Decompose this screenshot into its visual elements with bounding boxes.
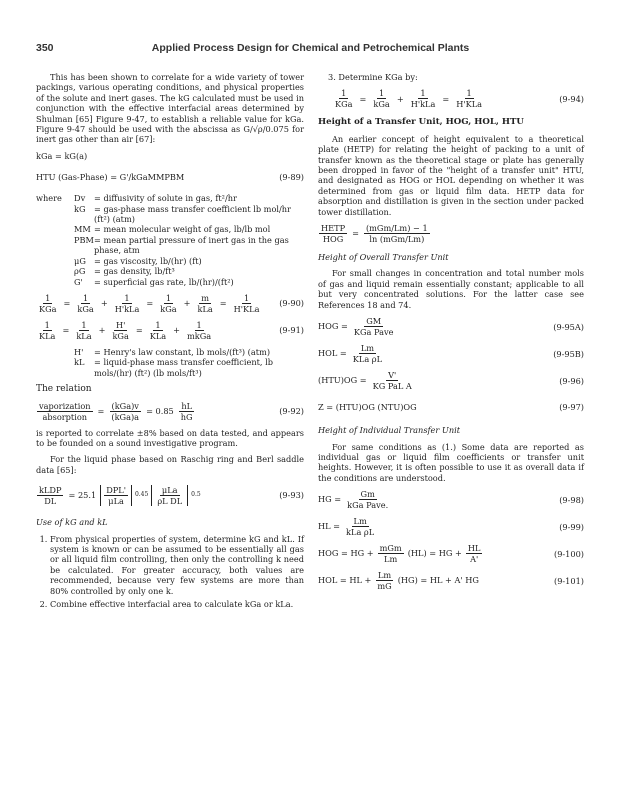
page-number: 350 [36,42,54,54]
eq89-number: (9-89) [279,172,304,183]
definition-row [36,256,304,266]
equation-9-93: $\frac{\text{kLDP}}{DL}$ = 25.1 $\frac{\text{DPL'}}{\text{μLa}}$ 0.45 $\frac{\text{μLa}}{\text{ρL DL}}$ 0.5 (9-93) [39,484,304,506]
definition-row: kL = liquid-phase mass transfer coefficient, lb mols/(hr) (ft²) (lb mols/ft³) [74,357,273,378]
equation-9-95b: HOL = $\frac{Lm}{\text{KLa ρL}}$ (9-95B) [318,343,584,365]
htu-paragraph: An earlier concept of height equivalent to a theoretical plate (HETP) for relating the height of packing to a unit of transfer known as the theoretical stage or plate has generally been dropped in favor of the "height of a transfer unit" HTU, and designated as HOG or HOL depending on whether it was determined from gas or liquid film data. HETP data for absorption and distillation is given in the section under packed tower distillation. [318,133,584,217]
eq96-number: (9-96) [559,375,584,386]
def-text: = mean partial pressure of inert gas in the gas phase, atm [94,234,289,256]
individual-paragraph: For same conditions as (1.) Some data are reported as individual gas or liquid film coefficients or transfer unit heights. However, it is often possible to use it as overall data if the conditions are understood. [318,441,584,483]
equation-9-95a: HOG = $\frac{GM}{\text{KGa Pave}}$ (9-95A) [318,316,584,338]
eq90-number: (9-90) [279,298,304,309]
definition-row [36,224,304,234]
equation-9-90: $\frac{1}{\text{KGa}}$ = $\frac{1}{\text{kGa}}$ + $\frac{1}{\text{H'kLa}}$ = $\frac{1}{\text{kGa}}$ + $\frac{m}{\text{kLa}}$ = $\frac{1}{\text{H'KLa}}$ (9-90) [39,292,304,314]
definition-row [36,235,304,256]
eq95a-number: (9-95A) [553,321,584,332]
equation-9-100: HOG = HG + $\frac{\text{mGm}}{Lm}$ (HL) = HG + $\frac{HL}{A'}$ (9-100) [318,543,584,565]
list-item: 1. From physical properties of system, determine kG and kL. If system is known or can be assumed to be essentially all gas or all liquid film controlling, then only the controlling k need be calculated. For greater accuracy, both values are recommended, because very few systems are more than 80% controlled by only one k. [50,534,304,596]
running-title: Applied Process Design for Chemical and Petrochemical Plants [151,42,470,54]
def-symbol: μG [74,255,86,266]
equation-9-98: HG = $\frac{Gm}{\text{kGa Pave.}}$ (9-98) [318,489,584,511]
def-symbol: PBM [74,234,94,245]
definition-row: H' = Henry's law constant, lb mols/(ft³) (atm) [74,346,271,357]
def-symbol: ρG [74,266,86,277]
def-symbol: kG [74,203,86,214]
left-column [36,72,304,613]
def-text: = diffusivity of solute in gas, ft²/hr [94,193,237,204]
equation-9-92: $\frac{\text{vaporization}}{\text{absorption}}$ = $\frac{\text{(kGa)v}}{\text{(kGa)a}}$ = 0.85 $\frac{hL}{hG}$ (9-92) [39,400,304,422]
definition-row [36,193,304,203]
equation-9-101: HOL = HL + $\frac{Lm}{mG}$ (HG) = HL + A' HG (9-101) [318,570,584,592]
eq94-number: (9-94) [559,93,584,104]
equation-hetp: $\frac{\text{HETP}}{\text{HOG}}$ = $\frac{\text{(mGm/Lm) − 1}}{\text{ln (mGm/Lm)}}$ [321,223,428,245]
liquid-intro: For the liquid phase based on Raschig ring and Berl saddle data [65]: [36,454,304,475]
equation-9-97: Z = (HTU)OG (NTU)OG (9-97) [318,401,584,412]
use-heading: Use of kG and kL [36,517,108,528]
eq100-number: (9-100) [554,548,584,559]
overall-paragraph: For small changes in concentration and total number mols of gas and liquid remain essentially constant; applicable to all but very concentrated solutions. For the latter case see References 18 and 74. [318,268,584,310]
eq98-number: (9-98) [559,494,584,505]
overall-heading: Height of Overall Transfer Unit [318,252,449,263]
after-92-paragraph: is reported to correlate ±8% based on data tested, and appears to be founded on a sound investigative program. [36,427,304,448]
eq97-number: (9-97) [559,401,584,412]
eq92-number: (9-92) [279,405,304,416]
step-3: 3. Determine KGa by: [328,72,418,82]
definition-row [36,266,304,276]
def-text: = mean molecular weight of gas, lb/lb mol [94,224,271,235]
where-label: where [36,193,62,204]
equation-9-91: $\frac{1}{\text{KLa}}$ = $\frac{1}{\text{kLa}}$ + $\frac{H'}{\text{kGa}}$ = $\frac{1}{\text{KLa}}$ + $\frac{1}{\text{mkGa}}$ (9-91) [39,319,304,341]
definitions-list-2 [36,347,304,378]
right-column [318,72,584,597]
equation-9-89 [36,167,304,187]
eq93-number: (9-93) [279,489,304,500]
def-symbol: MM [74,224,91,235]
def-text: = gas density, lb/ft³ [94,266,175,277]
def-symbol: Dv [74,193,86,204]
relation-label: The relation [36,384,92,395]
page-header [36,42,585,58]
definition-row [36,277,304,287]
use-steps-list [36,534,304,610]
eq101-number: (9-101) [554,575,584,586]
eq89-text: HTU (Gas-Phase) = G'/kGaMMPBM [36,172,185,183]
definitions-list [36,193,304,287]
def-symbol: G' [74,276,83,287]
def-text: = superficial gas rate, lb/(hr)/(ft²) [94,276,234,287]
equation-kga: kGa = kG(a) [36,150,88,161]
eq95b-number: (9-95B) [553,348,584,359]
individual-heading: Height of Individual Transfer Unit [318,425,461,436]
list-item: 2. Combine effective interfacial area to calculate kGa or kLa. [50,599,304,609]
definition-row [36,204,304,225]
eq99-number: (9-99) [559,521,584,532]
intro-paragraph: This has been shown to correlate for a wide variety of tower packings, various operating conditions, and physical properties of the solute and inert gases. The kG calculated must be used in conjunction with the effective interfacial areas determined by Shulman [65] Figure 9-47, to establish a reliable value for kGa. Figure 9-47 should be used with the abscissa as G/√ρ/0.075 for inert gas other than air [67]: [36,72,304,145]
def-text: = gas viscosity, lb/(hr) (ft) [94,255,202,266]
equation-9-99: HL = $\frac{Lm}{\text{kLa ρL}}$ (9-99) [318,516,584,538]
equation-9-94: $\frac{1}{\text{KGa}}$ = $\frac{1}{\text{kGa}}$ + $\frac{1}{\text{H'kLa}}$ = $\frac{1}{\text{H'KLa}}$ (9-94) [335,88,584,110]
eq91-number: (9-91) [279,325,304,336]
def-text: = gas-phase mass transfer coefficient lb mol/hr (ft²) (atm) [94,203,291,225]
equation-9-96: (HTU)OG = $\frac{V'}{\text{KG PaL A}}$ (9-96) [318,370,584,392]
htu-heading: Height of a Transfer Unit, HOG, HOL, HTU [318,117,524,128]
